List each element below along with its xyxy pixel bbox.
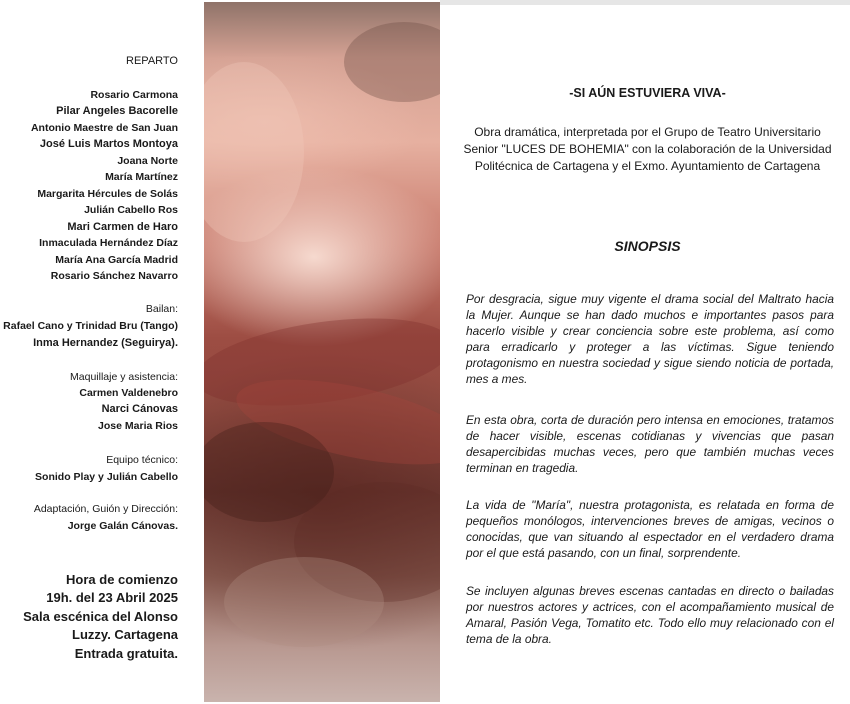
reparto-heading: REPARTO	[126, 55, 178, 67]
event-city: Luzzy. Cartagena	[72, 627, 178, 642]
event-entry: Entrada gratuita.	[74, 646, 178, 661]
makeup-member: Carmen Valdenebro	[79, 387, 178, 399]
makeup-member: Narci Cánovas	[101, 403, 178, 415]
play-title: -SI AÚN ESTUVIERA VIVA-	[569, 86, 726, 100]
cast-member: Mari Carmen de Haro	[67, 221, 178, 233]
cast-member: Inmaculada Hernández Díaz	[39, 237, 178, 249]
dancer: Rafael Cano y Trinidad Bru (Tango)	[3, 320, 178, 332]
director: Jorge Galán Cánovas.	[67, 520, 178, 532]
credits-column	[0, 0, 200, 704]
makeup-member: Jose Maria Rios	[98, 420, 178, 432]
cast-member: Antonio Maestre de San Juan	[30, 122, 178, 134]
photo-texture	[204, 2, 440, 702]
synopsis-paragraph: La vida de "María", nuestra protagonista, es relatada en forma de pequeños monólogos, intervenciones breves de amigas, vecinos o conocidas, que van situando al espectador en el verdadero drama por el que está pasando, con un final, sorprendente.	[466, 498, 834, 560]
intro-line: Obra dramática, interpretada por el Grupo de Teatro Universitario	[474, 125, 821, 139]
event-venue: Sala escénica del Alonso	[23, 609, 178, 624]
cover-photo	[204, 2, 440, 702]
tech-member: Sonido Play y Julián Cabello	[35, 471, 178, 483]
cast-member: José Luis Martos Montoya	[39, 138, 178, 150]
intro-line: Senior "LUCES DE BOHEMIA" con la colaboración de la Universidad	[463, 142, 832, 156]
bailan-label: Bailan:	[145, 303, 178, 315]
intro-line: Politécnica de Cartagena y el Exmo. Ayuntamiento de Cartagena	[474, 159, 821, 173]
play-intro	[460, 124, 835, 175]
equipo-label: Equipo técnico:	[106, 454, 178, 466]
sinopsis-heading: SINOPSIS	[614, 238, 681, 254]
synopsis-paragraph: Por desgracia, sigue muy vigente el drama social del Maltrato hacia la Mujer. Aunque se han dado muchos e importantes pasos para hacerlo visible y crear conciencia sobre este problema, así como para erradicarlo y proteger a las víctimas. Sigue teniendo protagonismo en nuestra sociedad y sigue siendo noticia de portada, mes a mes.	[466, 292, 834, 386]
cast-member: Joana Norte	[117, 155, 178, 167]
maquillaje-label: Maquillaje y asistencia:	[70, 371, 178, 383]
event-date: 19h. del 23 Abril 2025	[46, 590, 178, 605]
event-time-heading: Hora de comienzo	[66, 572, 178, 587]
cast-member: Julián Cabello Ros	[84, 204, 178, 216]
cast-member: Margarita Hércules de Solás	[37, 188, 178, 200]
synopsis-paragraph: En esta obra, corta de duración pero intensa en emociones, tratamos de hacer visible, escenas cotidianas y vivencias que pasan desapercibidas muchas veces, pero que también muchas veces terminan en tragedia.	[466, 413, 834, 475]
dancer: Inma Hernandez (Seguirya).	[33, 337, 178, 349]
adaptacion-label: Adaptación, Guión y Dirección:	[33, 503, 178, 515]
cast-member: María Martínez	[105, 171, 178, 183]
cast-member: Rosario Sánchez Navarro	[50, 270, 178, 282]
cast-member: Pilar Angeles Bacorelle	[56, 105, 178, 117]
synopsis-paragraph: Se incluyen algunas breves escenas cantadas en directo o bailadas por nuestros actores y actrices, con el acompañamiento musical de Amaral, Pasión Vega, Tomatito etc. Todo ello muy relacionado con el tema de la obra.	[466, 584, 834, 646]
cast-member: María Ana García Madrid	[55, 254, 178, 266]
cast-member: Rosario Carmona	[90, 89, 178, 101]
synopsis-column	[460, 0, 835, 704]
